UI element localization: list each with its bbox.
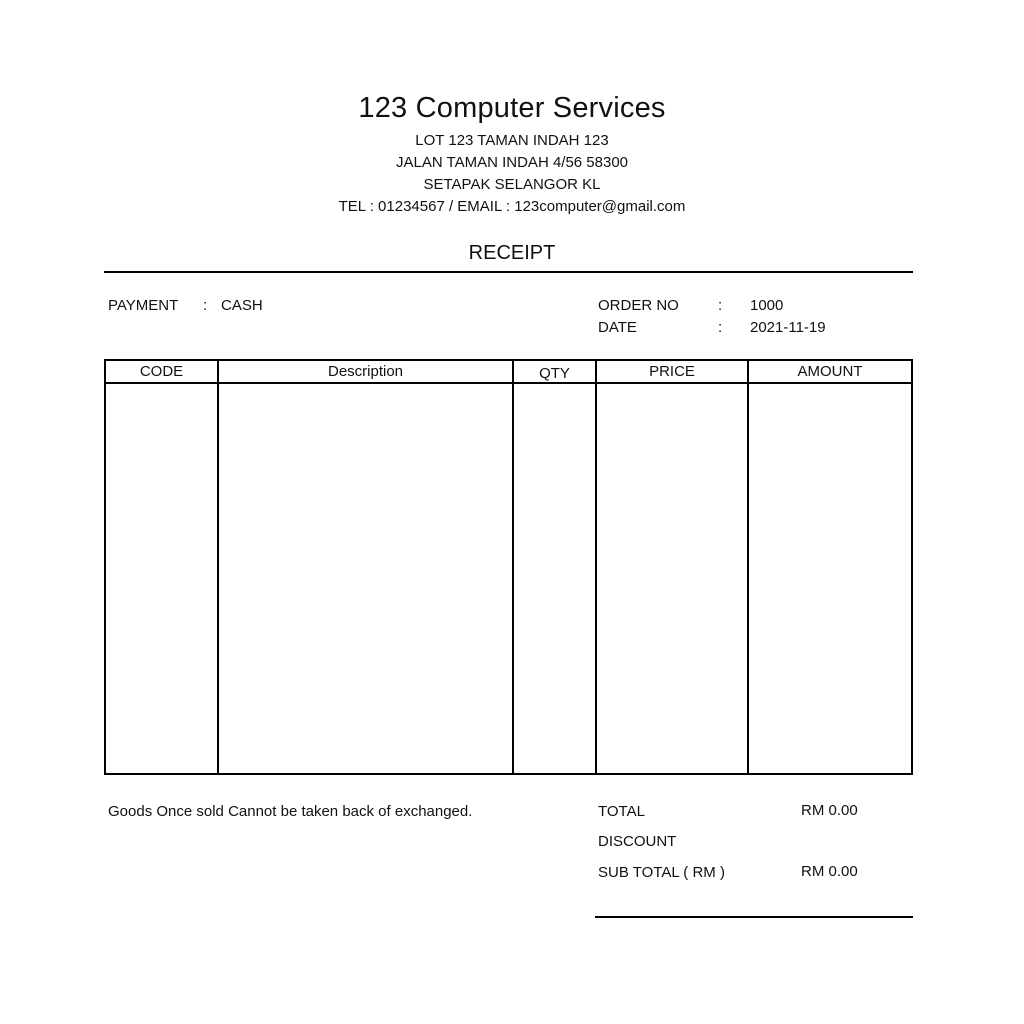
address-line-1: LOT 123 TAMAN INDAH 123 bbox=[415, 132, 609, 149]
discount-label: DISCOUNT bbox=[598, 833, 677, 850]
table-header-divider bbox=[106, 382, 911, 384]
subtotal-value: RM 0.00 bbox=[801, 863, 858, 880]
column-header-price: PRICE bbox=[649, 363, 695, 380]
address-line-3: SETAPAK SELANGOR KL bbox=[423, 176, 601, 193]
payment-label: PAYMENT bbox=[108, 297, 179, 314]
title-divider bbox=[104, 271, 913, 273]
address-line-2: JALAN TAMAN INDAH 4/56 58300 bbox=[395, 154, 629, 171]
company-name: 123 Computer Services bbox=[358, 92, 666, 124]
order-no-value: 1000 bbox=[750, 297, 784, 314]
column-divider bbox=[747, 361, 749, 773]
order-no-separator: : bbox=[718, 297, 723, 314]
column-header-amount: AMOUNT bbox=[797, 363, 863, 380]
order-no-label: ORDER NO bbox=[598, 297, 679, 314]
total-label: TOTAL bbox=[598, 803, 645, 820]
subtotal-label: SUB TOTAL ( RM ) bbox=[598, 864, 725, 881]
contact-line: TEL : 01234567 / EMAIL : 123computer@gmail.com bbox=[338, 198, 686, 215]
date-label: DATE bbox=[598, 319, 637, 336]
date-value: 2021-11-19 bbox=[750, 319, 826, 336]
signature-line bbox=[595, 916, 913, 918]
column-header-qty: QTY bbox=[539, 365, 570, 382]
items-table bbox=[104, 359, 913, 775]
column-header-description: Description bbox=[327, 363, 404, 380]
column-divider bbox=[217, 361, 219, 773]
column-header-code: CODE bbox=[139, 363, 184, 380]
receipt-title: RECEIPT bbox=[468, 242, 556, 264]
column-divider bbox=[595, 361, 597, 773]
total-value: RM 0.00 bbox=[801, 802, 858, 819]
payment-value: CASH bbox=[221, 297, 263, 314]
date-separator: : bbox=[718, 319, 723, 336]
column-divider bbox=[512, 361, 514, 773]
return-policy-note: Goods Once sold Cannot be taken back of exchanged. bbox=[108, 803, 473, 820]
payment-separator: : bbox=[203, 297, 208, 314]
